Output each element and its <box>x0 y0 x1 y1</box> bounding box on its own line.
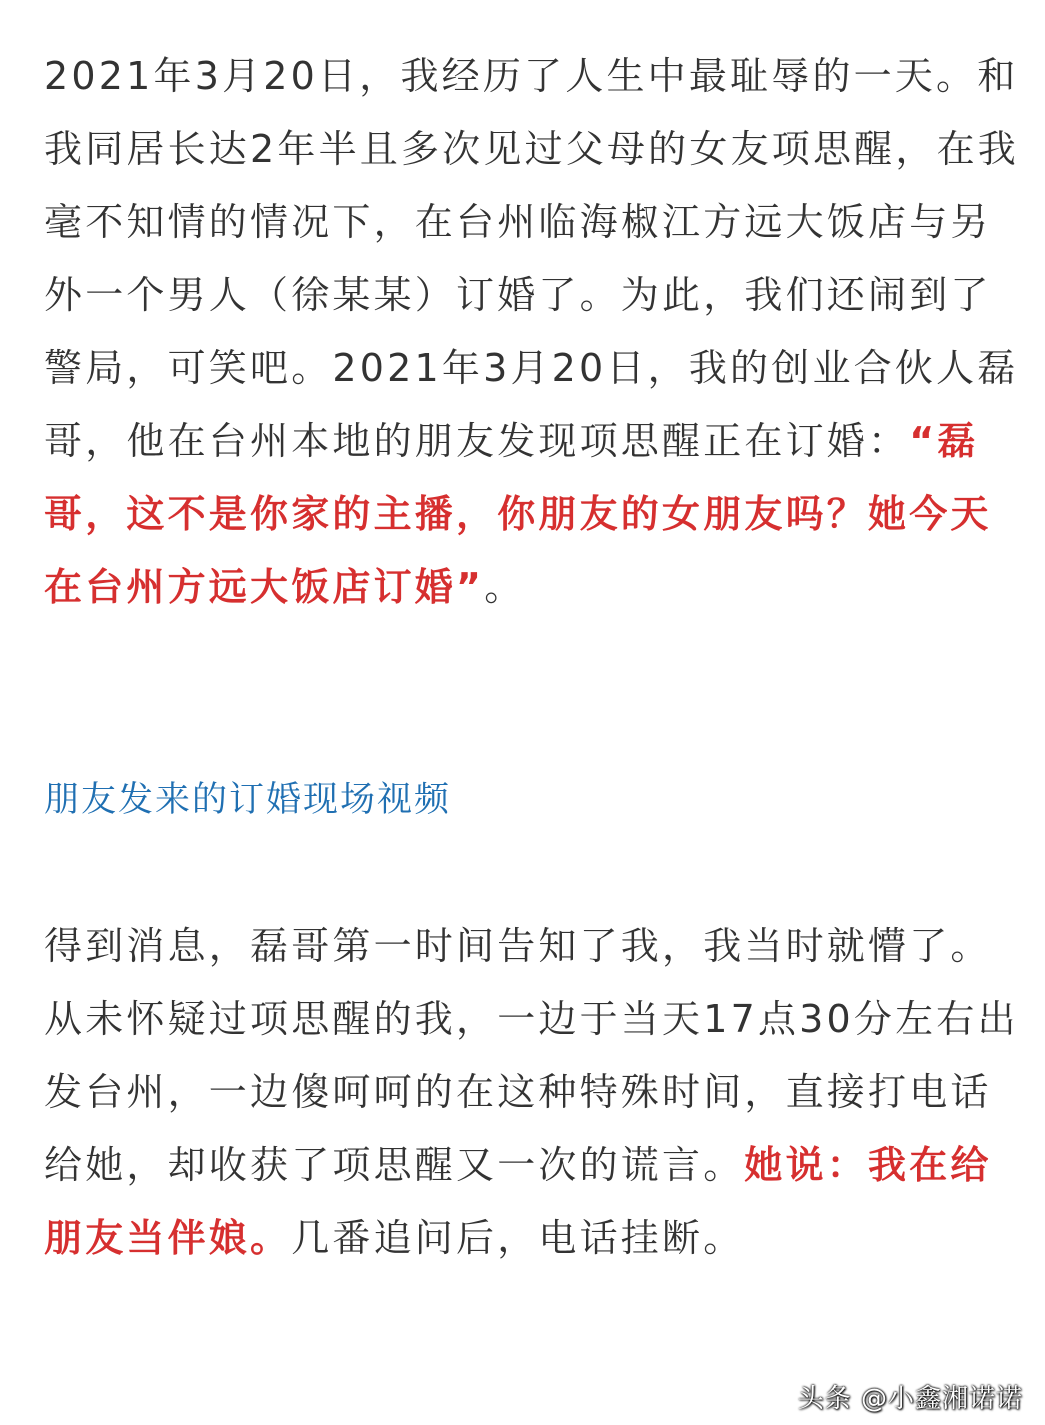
watermark: 头条 @小鑫湘诺诺 <box>797 1384 1023 1414</box>
paragraph-2-highlight-quote: 她说：我在给朋友当伴娘。 <box>44 1143 992 1260</box>
article-body <box>44 40 1029 624</box>
video-caption: 朋友发来的订婚现场视频 <box>44 780 452 820</box>
paragraph-1-text: 2021年3月20日，我经历了人生中最耻辱的一天。和我同居长达2年半且多次见过父母的女友项思醒，在我毫不知情的情况下，在台州临海椒江方远大饭店与另外一个男人（徐某某）订婚了。为此，我们还闹到了警局，可笑吧。2021年3月20日，我的创业合伙人磊哥，他在台州本地的朋友发现项思醒正在订婚： <box>44 54 1019 463</box>
paragraph-1-highlight-quote: “磊哥，这不是你家的主播，你朋友的女朋友吗？她今天在台州方远大饭店订婚” <box>44 419 992 609</box>
paragraph-2 <box>44 910 1029 1275</box>
paragraph-1-text-end: 。 <box>484 565 526 609</box>
paragraph-1 <box>44 40 1029 624</box>
paragraph-2-text: 得到消息，磊哥第一时间告知了我，我当时就懵了。从未怀疑过项思醒的我，一边于当天17点30分左右出发台州，一边傻呵呵的在这种特殊时间，直接打电话给她，却收获了项思醒又一次的谎言。 <box>44 924 1019 1187</box>
paragraph-2-text-end: 几番追问后，电话挂断。 <box>291 1216 745 1260</box>
